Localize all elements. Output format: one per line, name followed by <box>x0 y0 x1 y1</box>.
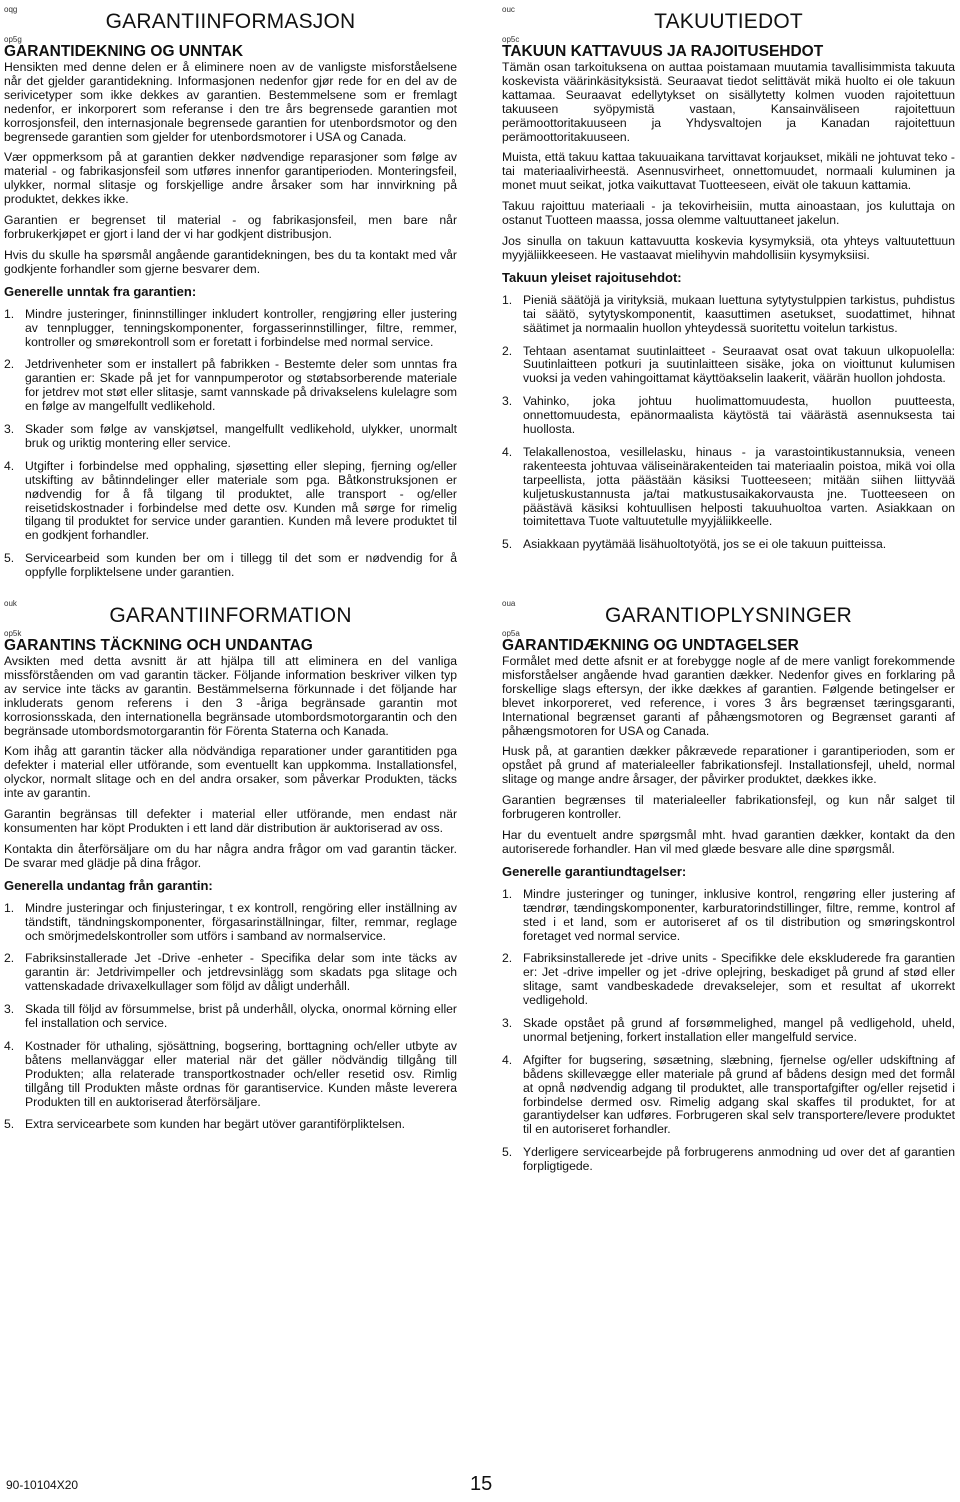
exclusions-heading: Generelle garantiundtagelser: <box>502 863 687 879</box>
paragraph: Muista, että takuu kattaa takuuaikana tarvittavat korjaukset, mikäli ne johtuvat teko - tai materiaalivirheestä. Asennusvirheet, onnettomuudet, normaali kuluminen ja monet muut seikat, jotka vaikuttavat Tuotteeseen, eivät ole takuun kattamia. <box>502 150 955 193</box>
item-text: Yderligere servicearbejde på forbrugerens anmodning ud over det af garantien forpligtigede. <box>523 1145 955 1174</box>
section-finnish <box>502 6 955 561</box>
item-text: Pieniä säätöjä ja virityksiä, mukaan luettuna sytytystulppien tarkistus, puhdistus tai säätö, sytytyskomponentit, kaasuttimen asetukset, suodattimet, hihnat säätimet ja normaalin huollon yhteydessä suoritettu voitelun tarkistus. <box>523 292 955 335</box>
list-item <box>4 308 457 350</box>
item-text: Utgifter i forbindelse med opphaling, sjøsetting eller sleping, fjerning og/eller utskifting av båtinndelinger eller materiale som pga. Båtkonstruksjonen er nødvendig for å få tilgang til produktet, alle transport - og/eller reisetidskostnader i forbindelse med dette osv. Kunden må sørge for rimelig tilgang til produktet for service under garantien. Kunden må levere produktet til en godkjent forhandler. <box>25 458 457 543</box>
section-danish <box>502 600 955 1183</box>
paragraph: Kom ihåg att garantin täcker alla nödvändiga reparationer under garantitiden pga defekter i material eller utförande, som eventuellt kan uppkomma. Installationsfel, olyckor, normalt slitage och en del andra orsaker, som påverkar Produkten, täcks inte av garantin. <box>4 744 457 801</box>
section-norwegian <box>4 6 457 589</box>
list-item <box>502 446 955 529</box>
paragraph: Garantien begrænses til materialeeller fabrikationsfejl, og kun når salget til forbrugeren kontroller. <box>502 793 955 822</box>
item-number: 5. <box>502 1145 513 1160</box>
item-number: 1. <box>502 886 513 901</box>
paragraph: Avsikten med detta avsnitt är att hjälpa till att eliminera en del vanliga missförståenden om vad garantin täcker. Följande information beskriver vilken typ av service inte täcks av garantin. Bestämmelserna förkunnade i det följande har inkluderats genom referens i den 3 -åriga begränsade garantin mot korrosionsskada, den internationella begränsade utombordsmotorgarantin och den begränsade utombordsmotorgarantin för Förenta Staterna och Kanada. <box>4 654 457 738</box>
item-text: Tehtaan asentamat suutinlaitteet - Seuraavat osat ovat takuun ulkopuolella: Suutinlaitteen potkuri ja suutinlaitteen sisäke, joka on vioittunut kulumisen vuoksi ja veden vahingoittamat käyttöakselin laakerit, väärän huollon johdosta. <box>523 343 955 386</box>
subsection-code: op5k <box>4 629 22 638</box>
item-text: Vahinko, joka johtuu huolimattomuudesta, huollon puutteesta, onnettomuudesta, epänormaalista käytöstä tai väärästä asennuksesta tai huollosta. <box>523 394 955 437</box>
paragraph: Jos sinulla on takuun kattavuutta koskevia kysymyksiä, ota yhteys valtuutettuun myyjäliikkeeseen. He vastaavat mielihyvin mahdollisiin kysymyksiisi. <box>502 233 955 262</box>
paragraph: Takuu rajoittuu materiaali - ja tekovirheisiin, mutta ainoastaan, jos kuluttaja on ostanut Tuotteen maassa, jossa olemme valtuuttaneet jakelun. <box>502 199 955 228</box>
item-text: Mindre justeringer, fininnstillinger inkludert kontroller, rengjøring eller justering av tennplugger, tenningskomponenter, forgasserinnstillinger, filtre, remmer, kontroller og smørekontroll som er foretatt i forbindelse med normal service. <box>25 306 457 349</box>
list-item <box>4 1003 457 1031</box>
list-item <box>4 460 457 543</box>
section-code: oua <box>502 599 516 608</box>
list-item <box>4 423 457 451</box>
list-item <box>502 888 955 944</box>
subsection-code: op5a <box>502 629 520 638</box>
exclusions-list <box>502 888 955 1174</box>
list-item <box>4 902 457 944</box>
item-number: 1. <box>4 306 15 321</box>
exclusions-heading: Takuun yleiset rajoitusehdot: <box>502 269 682 285</box>
list-item <box>502 345 955 387</box>
exclusions-list <box>502 294 955 553</box>
item-text: Extra servicearbete som kunden har begärt utöver garantiförpliktelsen. <box>25 1117 406 1132</box>
paragraph: Husk på, at garantien dækker påkrævede reparationer i garantiperioden, som er opstået på grund af materialeeller fabrikationsfejl. Installationsfejl, uheld, normal slitage og mange andre årsager, der påvirker produktet, dækkes ikke. <box>502 744 955 787</box>
subsection-code: op5c <box>502 35 520 44</box>
item-number: 4. <box>4 458 15 473</box>
item-number: 5. <box>4 1117 15 1132</box>
section-swedish <box>4 600 457 1141</box>
item-text: Asiakkaan pyytämää lisähuoltotyötä, jos se ei ole takuun puitteissa. <box>523 537 887 552</box>
list-item <box>4 1118 457 1132</box>
item-text: Skade opstået på grund af forsømmelighed, mangel på vedligehold, uheld, unormal betjening, forkert installation eller mangelfuld service. <box>523 1016 955 1044</box>
section-title: GARANTIOPLYSNINGER <box>604 604 853 627</box>
list-item <box>4 1040 457 1110</box>
list-item <box>4 552 457 580</box>
list-item <box>502 294 955 336</box>
item-number: 1. <box>502 292 513 307</box>
list-item <box>502 1054 955 1137</box>
item-text: Skader som følge av vanskjøtsel, mangelfullt vedlikehold, ulykker, unormalt bruk og uriktig montering eller service. <box>25 422 457 450</box>
paragraph: Garantien er begrenset til material - og fabrikasjonsfeil, men bare når forbrukerkjøpet er gjort i land der vi har godkjent distribusjon. <box>4 213 457 241</box>
document-code: 90-10104X20 <box>6 1478 79 1492</box>
subsection-heading: TAKUUN KATTAVUUS JA RAJOITUSEHDOT <box>502 43 824 60</box>
item-number: 4. <box>4 1038 15 1053</box>
item-number: 4. <box>502 1052 513 1067</box>
item-number: 2. <box>502 951 513 966</box>
section-title: GARANTIINFORMASJON <box>105 10 356 33</box>
paragraph: Formålet med dette afsnit er at forebygge nogle af de mere vanligt forekommende misforståelser angående hvad garantien dækker. Nedenfor gives en forklaring på forskellige slags eftersyn, der ikke dækkes af garantien. Følgende betingelser er blevet inkorporeret, ved reference, i vores 3 års begrænset tæringsgaranti, International begrænset garanti af påhængsmotoren og Begrænset garanti af påhængsmotoren for USA og Canada. <box>502 654 955 738</box>
item-number: 3. <box>502 1016 513 1031</box>
paragraph: Kontakta din återförsäljare om du har några andra frågor om vad garantin täcker. De svarar med glädje på dina frågor. <box>4 841 457 870</box>
subsection-heading: GARANTINS TÄCKNING OCH UNDANTAG <box>4 637 313 654</box>
item-text: Skada till följd av försummelse, brist på underhåll, olycka, onormal körning eller fel installation och service. <box>25 1002 457 1031</box>
exclusions-heading: Generelle unntak fra garantien: <box>4 283 197 299</box>
section-title: GARANTIINFORMATION <box>109 604 352 627</box>
item-text: Jetdrivenheter som er installert på fabrikken - Bestemte deler som unntas fra garantien er: Skade på jet for vannpumperotor og støtabsorberende materiale for jetdrev mot støt eller slitasje, samt vannskade på drivakselens kulelagre som en følge av mangelfullt vedlikehold. <box>25 357 457 414</box>
paragraph: Tämän osan tarkoituksena on auttaa poistamaan muutamia tavallisimmista takuuta koskevista väärinkäsityksistä. Seuraavat tiedot selittävät mikä huolto ei ole takuun kattamaa. Seuraavat edellytykset on sisällytetty kolmen vuoden rajoitettuun takuuseen syöpymistä vastaan, Kansainväliseen rajoitettuun perämoottoritakuuseen ja Yhdysvaltojen ja Kanadan rajoitettuun perämoottoritakuuseen. <box>502 60 955 144</box>
paragraph: Garantin begränsas till defekter i material eller utförande, men endast när konsumenten har köpt Produkten i ett land där distribution är auktoriserad av oss. <box>4 807 457 835</box>
item-number: 1. <box>4 900 15 915</box>
item-number: 4. <box>502 444 513 459</box>
paragraph: Vær oppmerksom på at garantien dekker nødvendige reparasjoner som følge av material - og fabrikasjonsfeil som utføres innenfor garantiperioden. Monteringsfeil, ulykker, normal slitasje og forskjellige andre årsaker som har innvirkning på produktet, dekkes ikke. <box>4 150 457 207</box>
section-code: ouc <box>502 5 515 14</box>
list-item <box>502 538 955 552</box>
item-number: 3. <box>4 422 15 437</box>
exclusions-list <box>4 308 457 580</box>
section-code: oqg <box>4 5 18 14</box>
exclusions-heading: Generella undantag från garantin: <box>4 877 213 893</box>
item-number: 2. <box>4 951 15 966</box>
item-text: Fabriksinstallerade Jet -Drive -enheter - Specifika delar som inte täcks av garantin är: Jetdrivimpeller och jetdrevsinlägg som skadats pga slitage och vattenskadade drivaxelkullager som följd av dåligt underhåll. <box>25 951 457 994</box>
list-item <box>502 1017 955 1045</box>
paragraph: Har du eventuelt andre spørgsmål mht. hvad garantien dækker, kontakt da den autoriserede forhandler. Han vil med glæde besvare alle dine spørgsmål. <box>502 827 955 856</box>
item-number: 2. <box>4 357 15 372</box>
item-text: Fabriksinstallerede jet -drive units - Specifikke dele ekskluderede fra garantien er: Jet -drive impeller og jet -drive oplejring, beskadiget på grund af stød eller slitage, samt vandbeskadede drevakselejer, som et resultat af ukorrekt vedligehold. <box>523 951 955 1008</box>
paragraph: Hensikten med denne delen er å eliminere noen av de vanligste misforståelsene når det gjelder garantidekning. Informasjonen nedenfor gjør rede for en del av de serivicetyper som ikke dekkes av garantien. Bestemmelsene som er fremlagt nedenfor, er inkorporert som referanse i den tre års begrensede garantien mot korrosjonsfeil, den internasjonale begrensede garantien for utenbordsmotor og den begrensede garantien som gjelder for utenbordsmotorer i USA og Canada. <box>4 60 457 144</box>
item-text: Afgifter for bugsering, søsætning, slæbning, fjernelse og/eller udskiftning af bådens skillevægge eller materiale på grund af bådens design med det formål at opnå nødvendig adgang til produktet, alle transportafgifter og/eller rejsetid i forbindelse dermed osv. Rimelig adgang skal skaffes til produktet, for at garantiydelser kan udføres. Forbrugeren skal selv transportere/levere produktet til en autoriseret forhandler. <box>523 1052 955 1137</box>
list-item <box>502 1146 955 1174</box>
item-number: 5. <box>502 537 513 552</box>
item-number: 3. <box>502 394 513 409</box>
exclusions-list <box>4 902 457 1133</box>
subsection-heading: GARANTIDEKNING OG UNNTAK <box>4 43 244 60</box>
paragraph: Hvis du skulle ha spørsmål angående garantidekningen, bes du ta kontakt med vår godkjente forhandler som gjerne besvarer dem. <box>4 247 457 276</box>
item-number: 3. <box>4 1002 15 1017</box>
item-number: 5. <box>4 551 15 566</box>
item-text: Mindre justeringar och finjusteringar, t ex kontroll, rengöring eller inställning av tändstift, tändningskomponenter, förgasarinställningar, filter, remmar, reglage och smörjmedelskontroller som utförs i samband av normalservice. <box>25 900 457 943</box>
item-number: 2. <box>502 343 513 358</box>
list-item <box>502 395 955 437</box>
item-text: Telakallenostoa, vesillelasku, hinaus - ja varastointikustannuksia, veneen rakenteesta johtuvaa väliseinärakenteiden tai materiaalin poistoa, mikä voi olla tarpeellista, jotta päästään käsiksi Tuotteeseen; mitään siihen liittyvää kuljetuskustannusta ja/tai matkustusaikakorvausta jne. Tuotteeseen on päästävä käsiksi kohtuullisen helposti takuuhuoltoa varten. Asiakkaan on toimitettava Tuote valtuutetulle myyjäliikkeelle. <box>523 444 955 529</box>
subsection-code: op5g <box>4 35 22 44</box>
item-text: Mindre justeringer og tuninger, inklusive kontrol, rengøring eller justering af tændrør, tændingskomponenter, karburatorindstillinger, filtre, remme, kontrol af sted i et land, som er autoriseret af os til distribution og smøringskontrol foretaget ved normal service. <box>523 886 955 943</box>
list-item <box>502 952 955 1008</box>
subsection-heading: GARANTIDÆKNING OG UNDTAGELSER <box>502 637 799 654</box>
item-text: Servicearbeid som kunden ber om i tillegg til det som er nødvendig for å oppfylle forpliktelsene under garantien. <box>25 551 457 580</box>
list-item <box>4 952 457 994</box>
section-code: ouk <box>4 599 17 608</box>
list-item <box>4 358 457 414</box>
item-text: Kostnader för uthaling, sjösättning, bogsering, borttagning och/eller utbyte av båtens mellanväggar eller material när det gäller nödvändig tillgång till Produkten; alla relaterade transportkostnader och/eller resetid osv. Rimlig tillgång till Produkten måste ordnas för garantiservice. Kunden måste leverera Produkten till en auktoriserad återförsäljare. <box>25 1038 457 1109</box>
section-title: TAKUUTIEDOT <box>654 10 803 33</box>
page-number: 15 <box>470 1473 493 1495</box>
